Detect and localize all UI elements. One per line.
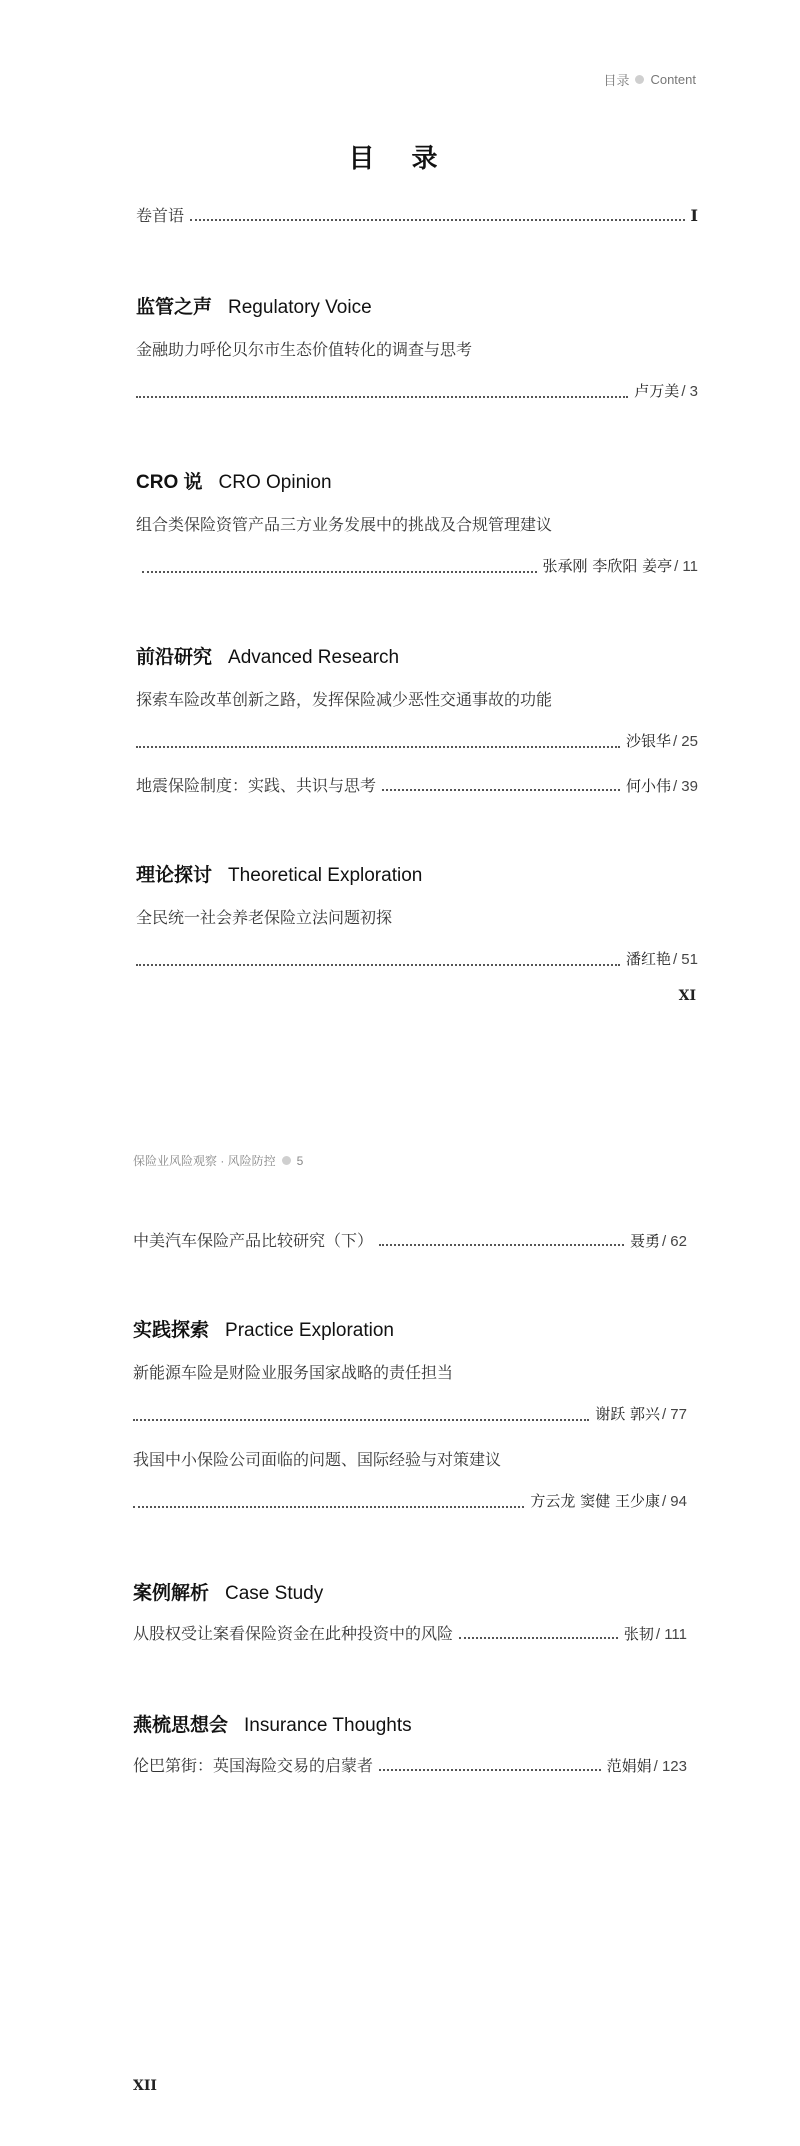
toc-entry-author: 沙银华 bbox=[625, 732, 671, 750]
toc-entry-line[interactable] bbox=[133, 1403, 687, 1427]
section-heading-research bbox=[136, 642, 399, 669]
toc-entry-title[interactable]: 探索车险改革创新之路，发挥保险减少恶性交通事故的功能 bbox=[136, 692, 553, 709]
page-number: XI bbox=[678, 988, 696, 1004]
toc-entry-author: 谢跃 郭兴 bbox=[595, 1405, 660, 1423]
page-title: 目 录 bbox=[348, 144, 452, 174]
section-zh: 实践探索 bbox=[133, 1320, 210, 1341]
dot-leader bbox=[133, 1418, 589, 1421]
running-footer-num: 5 bbox=[296, 1153, 304, 1168]
toc-entry-author: 潘红艳 bbox=[625, 950, 671, 968]
page-number: XII bbox=[133, 2078, 157, 2094]
toc-entry-title: 地震保险制度：实践、共识与思考 bbox=[136, 778, 377, 795]
toc-entry-line[interactable] bbox=[136, 948, 698, 972]
toc-entry-line[interactable] bbox=[136, 730, 698, 754]
section-heading-case bbox=[133, 1578, 323, 1605]
toc-entry-author: 聂勇 bbox=[629, 1232, 660, 1250]
toc-entry-page: / 123 bbox=[653, 1758, 687, 1775]
toc-entry-title[interactable]: 我国中小保险公司面临的问题、国际经验与对策建议 bbox=[133, 1452, 502, 1469]
toc-entry-page: / 25 bbox=[672, 733, 698, 750]
toc-entry-author: 方云龙 窦健 王少康 bbox=[530, 1492, 660, 1510]
toc-entry-author: 张韧 bbox=[623, 1625, 654, 1643]
section-heading-theory bbox=[136, 860, 422, 887]
dot-leader bbox=[133, 1505, 524, 1508]
toc-entry-page: / 62 bbox=[661, 1233, 687, 1250]
dot-leader bbox=[136, 395, 628, 398]
toc-entry-title[interactable]: 新能源车险是财险业服务国家战略的责任担当 bbox=[133, 1365, 454, 1382]
dot-leader bbox=[136, 963, 620, 966]
section-zh: CRO 说 bbox=[136, 472, 203, 493]
section-zh: 前沿研究 bbox=[136, 647, 213, 668]
dot-leader bbox=[190, 218, 685, 221]
toc-entry-page: I bbox=[690, 206, 698, 225]
toc-entry-title: 卷首语 bbox=[136, 208, 185, 225]
header-tag bbox=[603, 70, 696, 89]
toc-entry-title[interactable]: 金融助力呼伦贝尔市生态价值转化的调查与思考 bbox=[136, 342, 473, 359]
section-en: Case Study bbox=[225, 1583, 324, 1604]
section-heading-thoughts bbox=[133, 1710, 412, 1737]
toc-entry-page: / 94 bbox=[661, 1493, 687, 1510]
toc-entry-author: 范娟娟 bbox=[606, 1757, 652, 1775]
toc-entry-title[interactable]: 组合类保险资管产品三方业务发展中的挑战及合规管理建议 bbox=[136, 517, 553, 534]
section-zh: 监管之声 bbox=[136, 297, 213, 318]
toc-entry-page: / 77 bbox=[661, 1406, 687, 1423]
section-heading-cro bbox=[136, 467, 332, 494]
toc-entry-page: / 11 bbox=[674, 558, 698, 575]
section-heading-regulatory bbox=[136, 292, 372, 319]
running-footer-text: 保险业风险观察 · 风险防控 bbox=[133, 1154, 276, 1168]
toc-entry-title: 从股权受让案看保险资金在此种投资中的风险 bbox=[133, 1626, 454, 1643]
toc-entry-line[interactable] bbox=[133, 1621, 687, 1645]
section-zh: 燕梳思想会 bbox=[133, 1715, 229, 1736]
bullet-dot-icon bbox=[282, 1156, 291, 1165]
section-heading-practice bbox=[133, 1315, 394, 1342]
dot-leader bbox=[142, 570, 537, 573]
dot-leader bbox=[382, 788, 620, 791]
header-label-cn: 目录 bbox=[603, 73, 630, 88]
dot-leader bbox=[379, 1768, 601, 1771]
toc-entry-page: / 3 bbox=[681, 383, 698, 400]
toc-entry-title: 伦巴第街：英国海险交易的启蒙者 bbox=[133, 1758, 374, 1775]
toc-entry-line[interactable] bbox=[136, 380, 698, 404]
toc-entry-page: / 51 bbox=[672, 951, 698, 968]
section-zh: 理论探讨 bbox=[136, 865, 213, 886]
section-en: Regulatory Voice bbox=[228, 297, 372, 318]
toc-entry-line[interactable] bbox=[142, 555, 698, 579]
header-label-en: Content bbox=[650, 72, 696, 87]
section-en: Theoretical Exploration bbox=[228, 865, 423, 886]
running-footer bbox=[133, 1152, 303, 1169]
toc-entry-page: / 111 bbox=[655, 1626, 687, 1643]
toc-entry-line[interactable] bbox=[133, 1228, 687, 1252]
toc-entry-line[interactable] bbox=[133, 1753, 687, 1777]
bullet-dot-icon bbox=[635, 75, 644, 84]
dot-leader bbox=[379, 1243, 624, 1246]
section-en: Advanced Research bbox=[228, 647, 400, 668]
toc-entry-foreword[interactable] bbox=[136, 203, 698, 227]
toc-entry-title: 中美汽车保险产品比较研究（下） bbox=[133, 1233, 374, 1250]
section-en: Insurance Thoughts bbox=[244, 1715, 412, 1736]
toc-entry-page: / 39 bbox=[672, 778, 698, 795]
toc-entry-author: 何小伟 bbox=[625, 777, 671, 795]
dot-leader bbox=[136, 745, 620, 748]
section-zh: 案例解析 bbox=[133, 1583, 210, 1604]
toc-entry-line[interactable] bbox=[136, 773, 698, 797]
section-en: CRO Opinion bbox=[218, 472, 332, 493]
toc-entry-author: 张承刚 李欣阳 姜亭 bbox=[542, 557, 673, 575]
toc-entry-title[interactable]: 全民统一社会养老保险立法问题初探 bbox=[136, 910, 393, 927]
dot-leader bbox=[459, 1636, 618, 1639]
section-en: Practice Exploration bbox=[225, 1320, 394, 1341]
toc-entry-author: 卢万美 bbox=[634, 382, 680, 400]
toc-entry-line[interactable] bbox=[133, 1490, 687, 1514]
